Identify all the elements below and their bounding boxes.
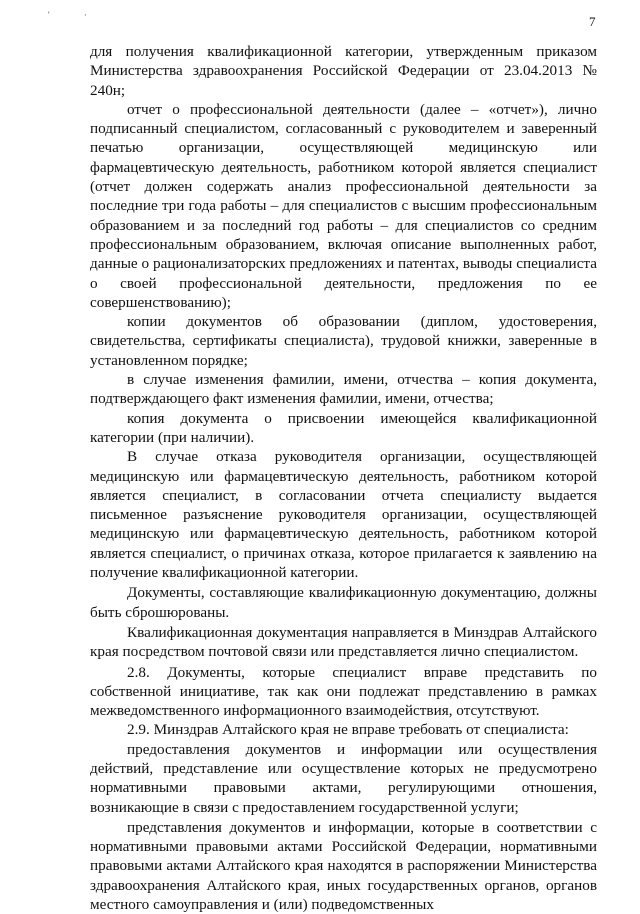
paragraph-binding: Документы, составляющие квалификационную документацию, должны быть сброшюрованы.: [90, 584, 597, 621]
paragraph-name-change: в случае изменения фамилии, имени, отчества – копия документа, подтверждающего факт изменения фамилии, имени, отчества;: [90, 371, 597, 408]
paragraph-refusal: В случае отказа руководителя организации, осуществляющей медицинскую или фармацевтическую деятельность, работником которой является специалист, в согласовании отчета специалисту выдается письменное разъяснение руководителя организации, осуществляющей медицинскую или фармацевтическую деятельность, работником которой является специалист, о причинах отказа, которое прилагается к заявлению на получение квалификационной категории.: [90, 448, 597, 582]
page-number: 7: [589, 14, 596, 29]
body-text: [90, 42, 597, 914]
paragraph-category-copy: копия документа о присвоении имеющейся квалификационной категории (при наличии).: [90, 409, 597, 446]
paragraph-no-extra-documents: предоставления документов и информации или осуществления действий, представление или осуществление которых не предусмотрено нормативными правовыми актами, регулирующими отношения, возникающие в связи с предоставлением государственной услуги;: [90, 740, 597, 816]
paragraph-submission: Квалификационная документация направляется в Минздрав Алтайского края посредством почтовой связи или представляется лично специалистом.: [90, 623, 597, 661]
scan-specks: ' ·: [48, 10, 103, 20]
paragraph-2-9: 2.9. Минздрав Алтайского края не вправе требовать от специалиста:: [127, 721, 569, 739]
paragraph-2-8: 2.8. Документы, которые специалист вправе представить по собственной инициативе, так как они подлежат представлению в рамках межведомственного информационного взаимодействия, отсутствуют.: [90, 663, 597, 720]
paragraph-continuation: для получения квалификационной категории, утвержденным приказом Министерства здравоохранения Российской Федерации от 23.04.2013 № 240н;: [90, 43, 597, 99]
paragraph-report: отчет о профессиональной деятельности (далее – «отчет»), лично подписанный специалистом, согласованный с руководителем и заверенный печатью организации, осуществляющей медицинскую или фармацевтическую деятельность, работником которой является специалист (отчет должен содержать анализ профессиональной деятельности за последние три года работы – для специалистов с высшим профессиональным образованием и за последний год работы – для специалистов со средним профессиональным образованием, включая описание выполненных работ, данные о рационализаторских предложениях и патентах, выводы специалиста о своей профессиональной деятельности, предложения по ее совершенствованию);: [90, 100, 597, 311]
paragraph-no-held-documents: представления документов и информации, которые в соответствии с нормативными правовыми актами Российской Федерации, нормативными правовыми актами Алтайского края находятся в распоряжении Министерства здравоохранения Алтайского края, иных государственных органов, органов местного самоуправления и (или) подведомственных: [90, 818, 597, 914]
paragraph-education-copies: копии документов об образовании (диплом, удостоверения, свидетельства, сертификаты специалиста), трудовой книжки, заверенные в установленном порядке;: [90, 313, 597, 369]
